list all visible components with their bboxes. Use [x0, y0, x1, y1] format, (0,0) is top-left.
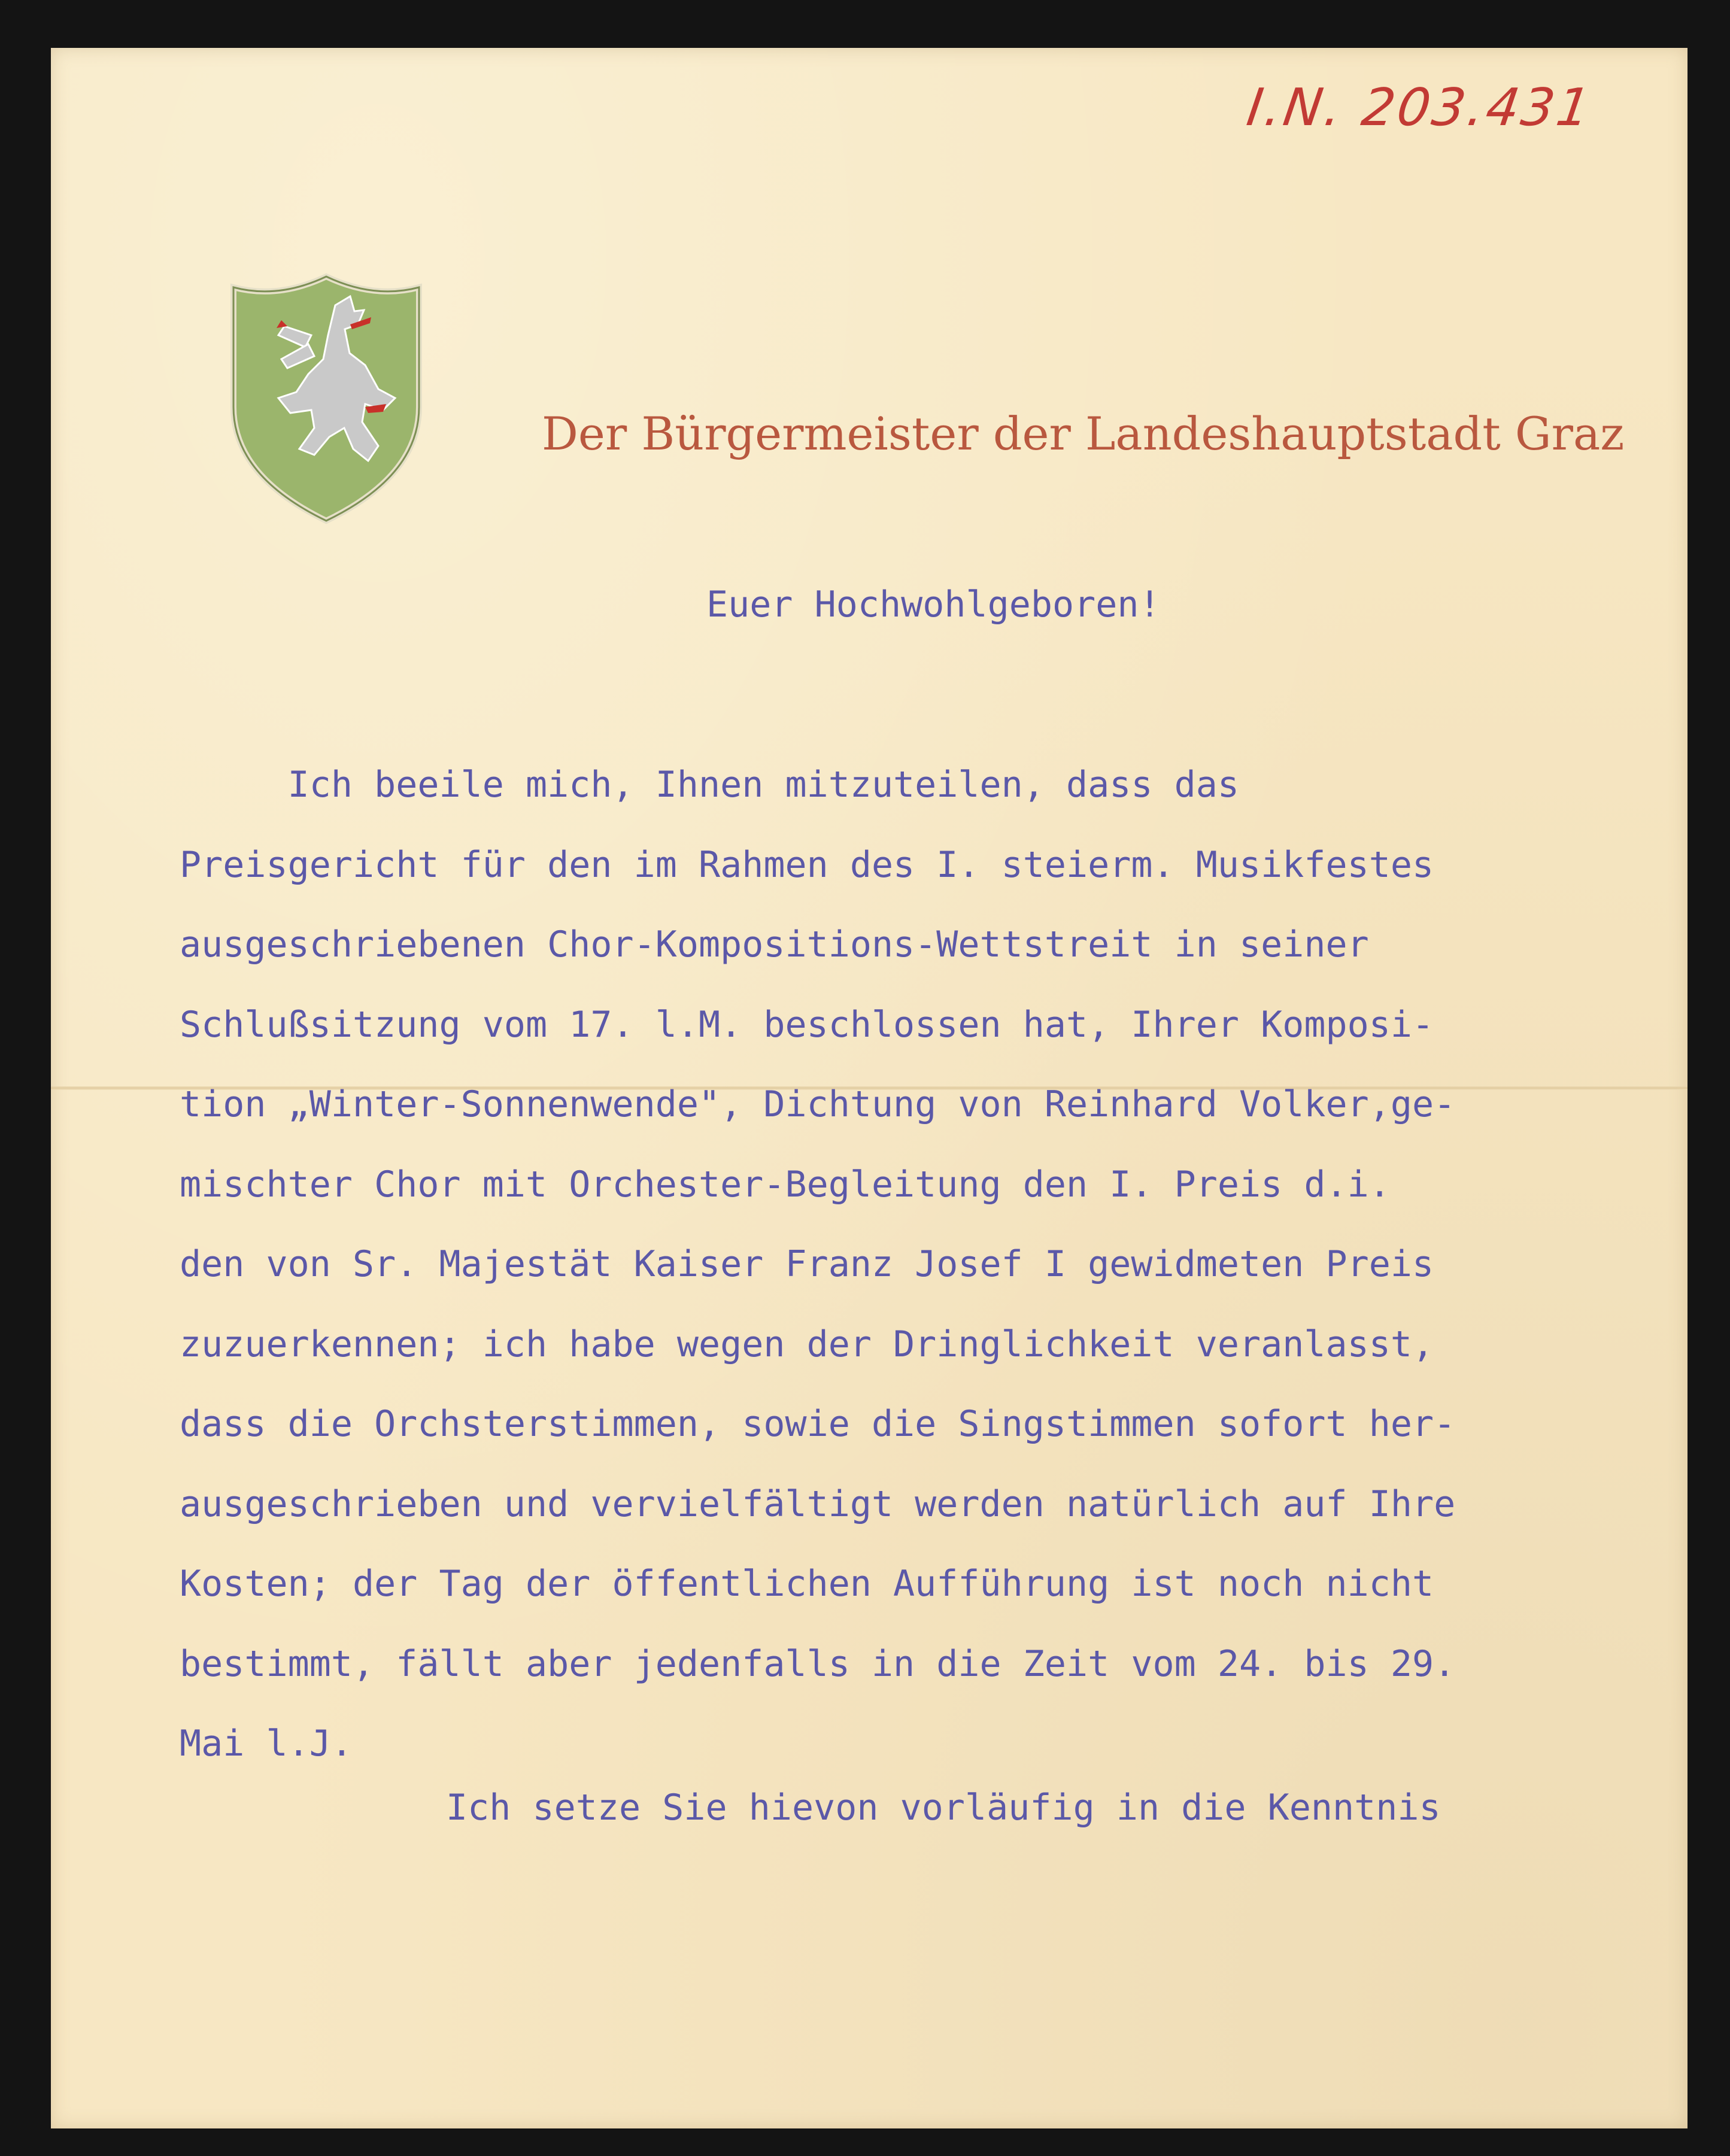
- body-line: den von Sr. Majestät Kaiser Franz Josef I gewidmeten Preis: [180, 1243, 1434, 1285]
- body-line: ausgeschriebenen Chor-Kompositions-Wettstreit in seiner: [180, 924, 1369, 965]
- body-line: Preisgericht für den im Rahmen des I. steierm. Musikfestes: [180, 843, 1434, 886]
- salutation: Euer Hochwohlgeboren!: [706, 584, 1161, 625]
- body-line: mischter Chor mit Orchester-Begleitung den I. Preis d.i.: [180, 1163, 1391, 1205]
- body-line: ausgeschrieben und vervielfältigt werden natürlich auf Ihre: [180, 1483, 1456, 1525]
- closing-line: Ich setze Sie hievon vorläufig in die Kenntnis: [446, 1787, 1441, 1829]
- body-line: Mai l.J.: [180, 1723, 353, 1765]
- body-line: bestimmt, fällt aber jedenfalls in die Zeit vom 24. bis 29.: [180, 1642, 1456, 1685]
- body-line: Schlußsitzung vom 17. l.M. beschlossen hat, Ihrer Komposi-: [180, 1003, 1434, 1046]
- archive-number: I.N. 203.431: [1243, 78, 1597, 138]
- body-line: dass die Orchsterstimmen, sowie die Singstimmen sofort her-: [180, 1403, 1456, 1445]
- coat-of-arms-icon: [221, 269, 431, 527]
- letter-page: [51, 48, 1687, 2128]
- body-line: Ich beeile mich, Ihnen mitzuteilen, dass das: [180, 764, 1240, 806]
- body-line: Kosten; der Tag der öffentlichen Aufführung ist noch nicht: [180, 1563, 1434, 1605]
- body-line: tion „Winter-Sonnenwende", Dichtung von Reinhard Volker,ge-: [180, 1083, 1456, 1125]
- body-line: zuzuerkennen; ich habe wegen der Dringlichkeit veranlasst,: [180, 1323, 1434, 1365]
- letter-body: [180, 745, 1700, 1784]
- letterhead-title: Der Bürgermeister der Landeshauptstadt Graz: [542, 407, 1625, 460]
